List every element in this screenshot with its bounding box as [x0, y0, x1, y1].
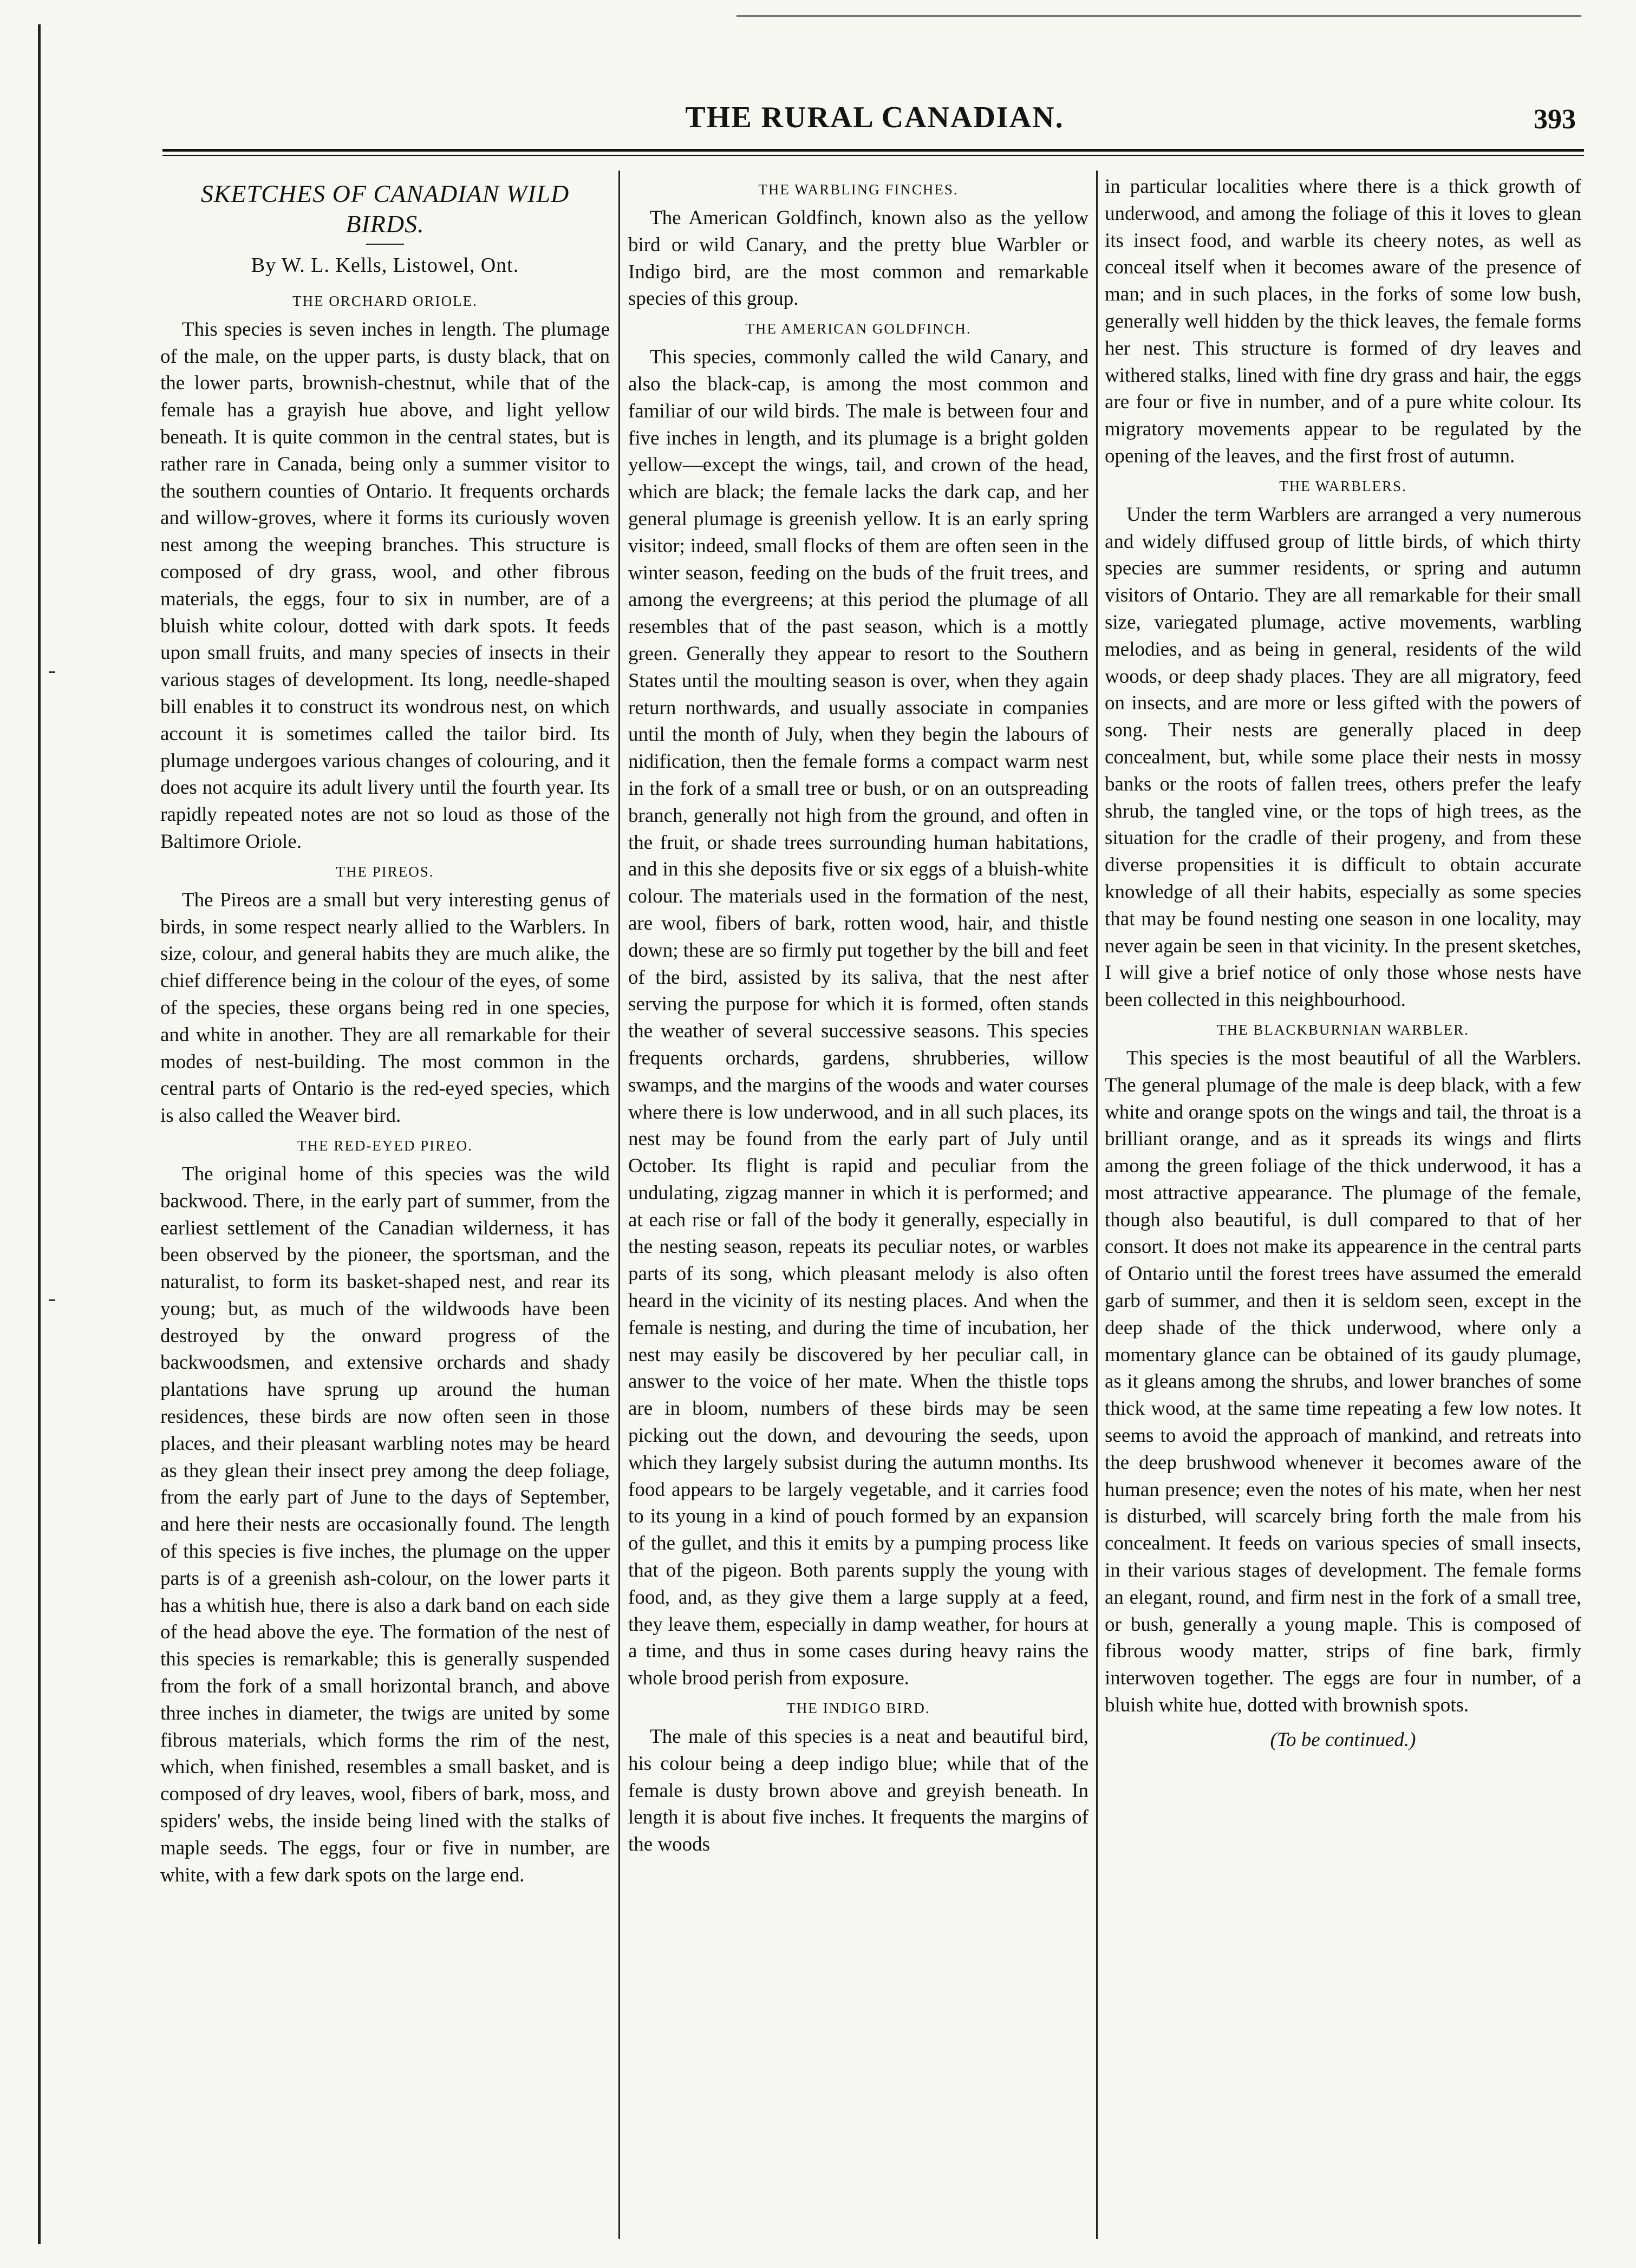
header-rule	[162, 149, 1584, 152]
paragraph: The original home of this species was the wild backwood. There, in the early part of summer, from the earliest settlement of the Canadian wilderness, it has been observed by the pioneer, the sportsman, and the naturalist, to form its basket-shaped nest, and rear its young; but, as much of the wildwoods have been destroyed by the onward progress of the backwoodsmen, and extensive orchards and shady plantations have sprung up around the human residences, these birds are now often seen in those places, and their pleasant warbling notes may be heard as they glean their insect prey among the deep foliage, from the early part of June to the days of September, and here their nests are occasionally found. The length of this species is five inches, the plumage on the upper parts is of a greenish ash-colour, on the lower parts it has a whitish hue, there is also a dark band on each side of the head above the eye. The formation of the nest of this species is remarkable; this is generally suspended from the fork of a small horizontal branch, and above three inches in diameter, the twigs are united by some fibrous materials, which forms the rim of the nest, which, when finished, resembles a small basket, and is composed of dry leaves, wool, fibers of bark, moss, and spiders' webs, the inside being lined with the stalks of maple seeds. The eggs, four or five in number, are white, with a few dark spots on the large end.	[160, 1162, 610, 1886]
binding-edge	[38, 24, 41, 2244]
publication-title: THE RURAL CANADIAN.	[685, 101, 1064, 134]
column-1	[160, 173, 610, 1888]
paragraph: This species is the most beautiful of all the Warblers. The general plumage of the male is deep black, with a few white and orange spots on the wings and tail, the throat is a brilliant orange, and as it spreads its wings and flirts among the green foliage of the thick underwood, it has a most attractive appearance. The plumage of the female, though also beautiful, is dull compared to that of her consort. It does not make its appearence in the central parts of Ontario until the forest trees have assumed the emerald garb of summer, and then it is seldom seen, except in the deep shade of the thick underwood, where only a momentary glance can be obtained of its gaudy plumage, as it gleans among the shrubs, and lower branches of some thick wood, at the same time repeating a few low notes. It seems to avoid the approach of mankind, and retreats into the deep brushwood whenever it becomes aware of the human presence; even the notes of his mate, when her nest is disturbed, will scarcely bring forth the male from his concealment. It feeds on various species of small insects, in their various stages of development. The female forms an elegant, round, and firm nest in the fork of a small tree, or bush, generally a young maple. This is composed of fibrous woody matter, strips of fine bark, firmly interwoven together. The eggs are four in number, of a bluish white hue, dotted with brownish spots.	[1105, 1047, 1581, 1717]
section-heading: THE WARBLERS.	[1279, 478, 1407, 494]
article-title: SKETCHES OF CANADIAN WILD BIRDS.	[200, 180, 570, 238]
scan-edge-line	[736, 15, 1581, 17]
section-heading: THE PIREOS.	[336, 863, 434, 880]
page-number: 393	[1534, 104, 1576, 135]
article-byline: By W. L. Kells, Listowel, Ont.	[251, 254, 519, 277]
paragraph: Under the term Warblers are arranged a very numerous and widely diffused group of little birds, of which thirty species are summer residents, or spring and autumn visitors of Ontario. They are all remarkable for their small size, variegated plumage, active movements, warbling melodies, and as being in general, residents of the wild woods, or deep shady places. They are all migratory, feed on insects, and are more or less gifted with the powers of song. Their nests are generally placed in deep concealment, but, while some place their nests in mossy banks or the roots of fallen trees, others prefer the leafy shrub, the tangled vine, or the tops of high trees, as the situation for the cradle of their progeny, and from these diverse propensities it is difficult to obtain accurate knowledge of all their habits, especially as some species that may be found nesting one season in one locality, may never again be seen in that vicinity. In the present sketches, I will give a brief notice of only those whose nests have been collected in this neighbourhood.	[1105, 503, 1581, 1011]
margin-mark	[49, 671, 55, 673]
continued-note: (To be continued.)	[1270, 1728, 1416, 1751]
column-divider	[1096, 171, 1098, 2239]
section-heading: THE RED-EYED PIREO.	[297, 1137, 473, 1154]
paragraph: This species, commonly called the wild Canary, and also the black-cap, is among the most common and familiar of our wild birds. The male is between four and five inches in length, and its plumage is a bright golden yellow—except the wings, tail, and crown of the head, which are black; the female lacks the dark cap, and her general plumage is greenish yellow. It is an early spring visitor; indeed, small flocks of them are often seen in the winter season, feeding on the buds of the fruit trees, and among the evergreens; at this period the plumage of all resembles that of the past season, which is a mottly green. Generally they appear to resort to the Southern States until the moulting season is over, when they again return northwards, and usually associate in companies until the month of July, when they begin the labours of nidification, then the female forms a compact warm nest in the fork of a small tree or bush, or on an outspreading branch, generally not high from the ground, and often in the fruit, or shade trees surrounding human habitations, and in this she deposits five or six eggs of a bluish-white colour. The materials used in the formation of the nest, are wool, fibers of bark, rotten wood, hair, and thistle down; these are so firmly put together by the bill and feet of the bird, assisted by its saliva, that the nest after serving the purpose for which it is formed, often stands the weather of several successive seasons. This species frequents orchards, gardens, shrubberies, willow swamps, and the margins of the woods and water courses where there is low underwood, and in all such places, its nest may be found from the early part of July until October. Its flight is rapid and peculiar from the undulating, zigzag manner in which it is performed; and at each rise or fall of the body it generally, especially in the nesting season, repeats its peculiar notes, or warbles parts of its song, which pleasant melody is also often heard in the vicinity of its nesting places. And when the female is nesting, and during the time of incubation, her nest may easily be discovered by her peculiar call, in answer to the voice of her mate. When the thistle tops are in bloom, numbers of these birds may be seen picking out the down, and devouring the seeds, upon which they largely subsist during the autumn months. Its food appears to be largely vegetable, and it carries food to its young in a kind of pouch formed by an expansion of the gullet, and this it emits by a pumping process like that of the pigeon. Both parents supply the young with food, and, as they give them a large supply at a feed, they leave them, especially in damp weather, for hours at a time, and thus in some cases during heavy rains the whole brood perish from exposure.	[628, 346, 1089, 1690]
paragraph-continued: in particular localities where there is a thick growth of underwood, and among the foliage of this it loves to glean its insect food, and warble its cheery notes, as well as conceal itself when it becomes aware of the presence of man; and in such places, in the forks of some low bush, generally well hidden by the thick leaves, the female forms her nest. This structure is formed of dry leaves and withered stalks, lined with fine dry grass and hair, the eggs are four or five in number, and of a pure white colour. Its migratory movements appear to be regulated by the opening of the leaves, and the first frost of autumn.	[1105, 175, 1581, 467]
page-header	[162, 100, 1587, 143]
paragraph: The Pireos are a small but very interesting genus of birds, in some respect nearly allied to the Warblers. In size, colour, and general habits they are much alike, the chief difference being in the colour of the eyes, of some of the species, these organs being red in one species, and white in another. They are all remarkable for their modes of nest-building. The most common in the central parts of Ontario is the red-eyed species, which is also called the Weaver bird.	[160, 888, 610, 1127]
paragraph: The male of this species is a neat and beautiful bird, his colour being a deep indigo blue; while that of the female is dusty brown above and greyish beneath. In length it is about five inches. It frequents the margins of the woods	[628, 1725, 1089, 1856]
paragraph: This species is seven inches in length. The plumage of the male, on the upper parts, is dusty black, that on the lower parts, brownish-chestnut, while that of the female has a grayish hue above, and light yellow beneath. It is quite common in the central states, but is rather rare in Canada, being only a summer visitor to the southern counties of Ontario. It frequents orchards and willow-groves, where it forms its curiously woven nest among the weeping branches. This structure is composed of dry grass, wool, and other fibrous materials, the eggs, four to six in number, are of a bluish white colour, dotted with dark spots. It feeds upon small fruits, and many species of insects in their various stages of development. Its long, needle-shaped bill enables it to construct its wondrous nest, on which account it is sometimes called the tailor bird. Its plumage undergoes various changes of colouring, and it does not acquire its adult livery until the fourth year. Its rapidly repeated notes are not so loud as those of the Baltimore Oriole.	[160, 318, 610, 853]
column-2	[628, 173, 1089, 1858]
section-heading: THE INDIGO BIRD.	[786, 1700, 930, 1717]
paragraph: The American Goldfinch, known also as the yellow bird or wild Canary, and the pretty blue Warbler or Indigo bird, are the most common and remarkable species of this group.	[628, 207, 1089, 310]
margin-mark	[49, 1299, 55, 1301]
header-rule-thin	[162, 155, 1584, 156]
section-heading: THE ORCHARD ORIOLE.	[292, 292, 478, 309]
section-heading: THE BLACKBURNIAN WARBLER.	[1217, 1021, 1469, 1038]
title-rule	[366, 244, 404, 245]
column-3	[1105, 173, 1581, 1754]
section-heading: THE AMERICAN GOLDFINCH.	[745, 321, 972, 337]
section-heading: THE WARBLING FINCHES.	[758, 181, 959, 198]
column-divider	[618, 171, 620, 2239]
